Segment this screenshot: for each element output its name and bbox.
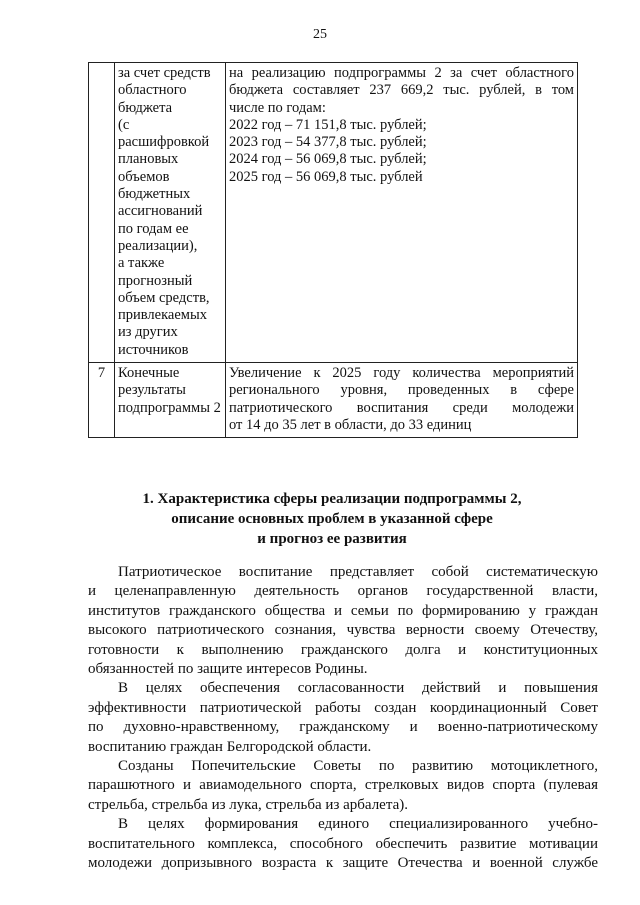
label-line: привлекаемых — [118, 307, 207, 324]
row-content-cell — [226, 363, 578, 438]
row-label-cell — [115, 363, 226, 438]
label-line: реализации), — [118, 237, 198, 254]
paragraph-line: обязанностей по защите интересов Родины. — [88, 661, 368, 678]
content-line: регионального уровня, проведенных в сфере — [229, 382, 574, 399]
paragraph-line: В целях обеспечения согласованности действий и повышения — [118, 680, 598, 697]
content-line: на реализацию подпрограммы 2 за счет областного — [229, 65, 574, 81]
label-line: расшифровкой — [118, 134, 210, 151]
section-title-line: 1. Характеристика сферы реализации подпрограммы 2, — [142, 491, 522, 507]
label-line: за счет средств — [118, 65, 211, 81]
label-line: объемов — [118, 168, 170, 185]
paragraph — [88, 757, 598, 815]
content-line: патриотического воспитания среди молодежи — [229, 399, 574, 416]
row-label-cell — [115, 63, 226, 363]
content-line: 2024 год – 56 069,8 тыс. рублей; — [229, 151, 427, 168]
paragraph — [88, 563, 598, 679]
row-number-cell: 7 — [89, 363, 115, 438]
section-title — [92, 489, 572, 549]
paragraph-line: воспитательного комплекса, способного обеспечить развитие мотивации — [88, 835, 598, 852]
row-content-cell — [226, 63, 578, 363]
label-line: результаты — [118, 382, 186, 399]
row-number-cell — [89, 63, 115, 363]
label-line: бюджета — [118, 99, 173, 116]
paragraph-line: и целенаправленную деятельность органов государственной власти, — [88, 583, 598, 600]
content-line: 2022 год – 71 151,8 тыс. рублей; — [229, 116, 427, 133]
table-row — [89, 63, 578, 363]
paragraph-line: стрельба, стрельба из лука, стрельба из арбалета). — [88, 796, 408, 813]
label-line: плановых — [118, 151, 179, 168]
section-title-line: описание основных проблем в указанной сфере — [171, 511, 493, 527]
label-line: бюджетных — [118, 186, 191, 203]
paragraph — [88, 815, 598, 873]
label-line: из других — [118, 324, 178, 341]
paragraph-line: Патриотическое воспитание представляет собой систематическую — [118, 564, 598, 580]
paragraph-line: высокого патриотического сознания, чувства верности своему Отечеству, — [88, 622, 598, 639]
paragraph-line: институтов гражданского общества и семьи по формированию у граждан — [88, 602, 598, 619]
label-line: областного — [118, 82, 187, 99]
paragraph-line: эффективности патриотической работы создан координационный Совет — [88, 699, 598, 716]
program-passport-table — [88, 62, 578, 438]
label-line: источников — [118, 341, 189, 358]
paragraph-line: В целях формирования единого специализированного учебно- — [118, 816, 598, 833]
section-title-line: и прогноз ее развития — [257, 531, 407, 547]
label-line: а также — [118, 255, 165, 272]
label-line: объем средств, — [118, 289, 210, 306]
content-line: от 14 до 35 лет в области, до 33 единиц — [229, 416, 472, 433]
label-line: Конечные — [118, 365, 180, 382]
content-line: бюджета составляет 237 669,2 тыс. рублей, в том — [229, 82, 574, 99]
content-line: 2023 год – 54 377,8 тыс. рублей; — [229, 134, 427, 151]
label-line: (с — [118, 116, 130, 133]
paragraph — [88, 679, 598, 757]
paragraph-line: парашютного и авиамодельного спорта, стрелковых видов спорта (пулевая — [88, 777, 598, 794]
paragraph-line: молодежи допризывного возраста к защите Отечества и военной службе — [88, 855, 598, 872]
paragraph-line: воспитанию граждан Белгородской области. — [88, 738, 372, 755]
body-text — [88, 563, 598, 874]
label-line: прогнозный — [118, 272, 193, 289]
paragraph-line: готовности к выполнению гражданского долга и конституционных — [88, 641, 598, 658]
label-line: по годам ее — [118, 220, 189, 237]
content-line: числе по годам: — [229, 99, 326, 116]
label-line: ассигнований — [118, 203, 203, 220]
table-row — [89, 363, 578, 438]
paragraph-line: Созданы Попечительские Советы по развитию мотоциклетного, — [118, 758, 598, 775]
content-line: Увеличение к 2025 году количества мероприятий — [229, 365, 574, 382]
paragraph-line: по духовно-нравственному, гражданскому и военно-патриотическому — [88, 719, 598, 736]
content-line: 2025 год – 56 069,8 тыс. рублей — [229, 168, 423, 185]
page-number: 25 — [313, 27, 327, 42]
label-line: подпрограммы 2 — [118, 399, 221, 416]
